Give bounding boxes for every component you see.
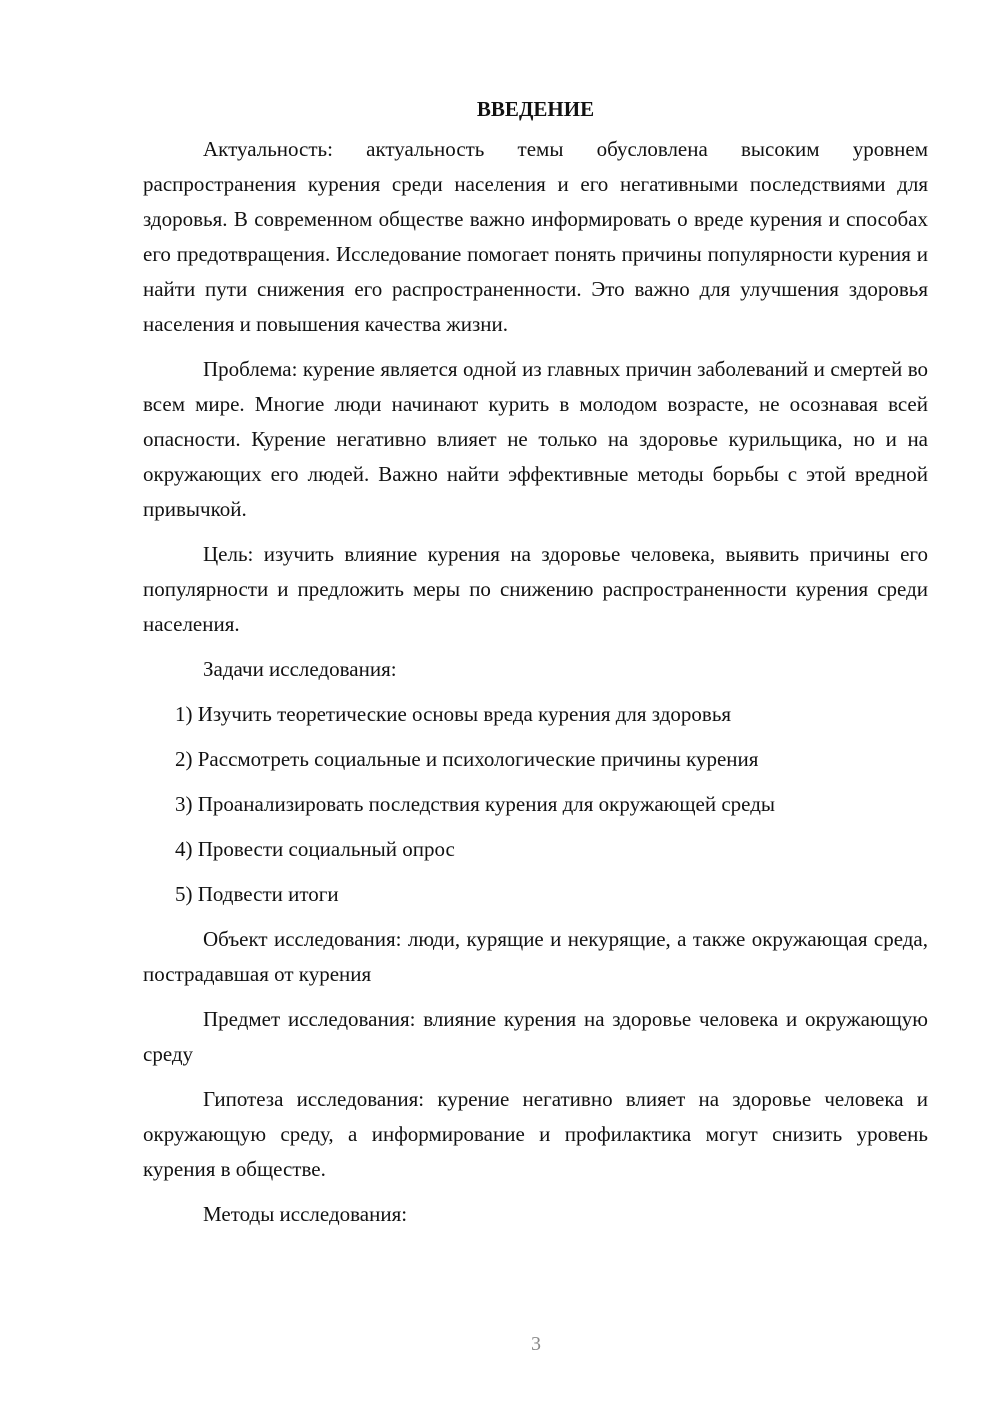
page-number: 3 [531,1333,541,1355]
section-heading: ВВЕДЕНИЕ [476,97,595,121]
task-item: 1) Изучить теоретические основы вреда курения для здоровья [175,702,732,726]
task-item: 5) Подвести итоги [175,882,339,906]
object-paragraph: Объект исследования: люди, курящие и некурящие, а также окружающая среда, пострадавшая от курения [143,927,928,986]
methods-title: Методы исследования: [203,1202,408,1226]
tasks-title: Задачи исследования: [203,657,397,681]
problem-paragraph: Проблема: курение является одной из главных причин заболеваний и смертей во всем мире. Многие люди начинают курить в молодом возрасте, не осознавая всей опасности. Курение негативно влияет не только на здоровье курильщика, но и на окружающих его людей. Важно найти эффективные методы борьбы с этой вредной привычкой. [143,357,928,521]
relevance-paragraph: Актуальность: актуальность темы обусловлена высоким уровнем распространения курения среди населения и его негативными последствиями для здоровья. В современном обществе важно информировать о вреде курения и способах его предотвращения. Исследование помогает понять причины популярности курения и найти пути снижения его распространенности. Это важно для улучшения здоровья населения и повышения качества жизни. [143,137,928,336]
subject-paragraph: Предмет исследования: влияние курения на здоровье человека и окружающую среду [143,1007,928,1066]
document-page [143,92,928,1242]
hypothesis-paragraph: Гипотеза исследования: курение негативно влияет на здоровье человека и окружающую среду, а информирование и профилактика могут снизить уровень курения в обществе. [143,1087,928,1181]
goal-paragraph: Цель: изучить влияние курения на здоровье человека, выявить причины его популярности и предложить меры по снижению распространенности курения среди населения. [143,542,928,636]
task-item: 3) Проанализировать последствия курения для окружающей среды [175,792,775,816]
task-item: 2) Рассмотреть социальные и психологические причины курения [175,747,759,771]
task-item: 4) Провести социальный опрос [175,837,455,861]
